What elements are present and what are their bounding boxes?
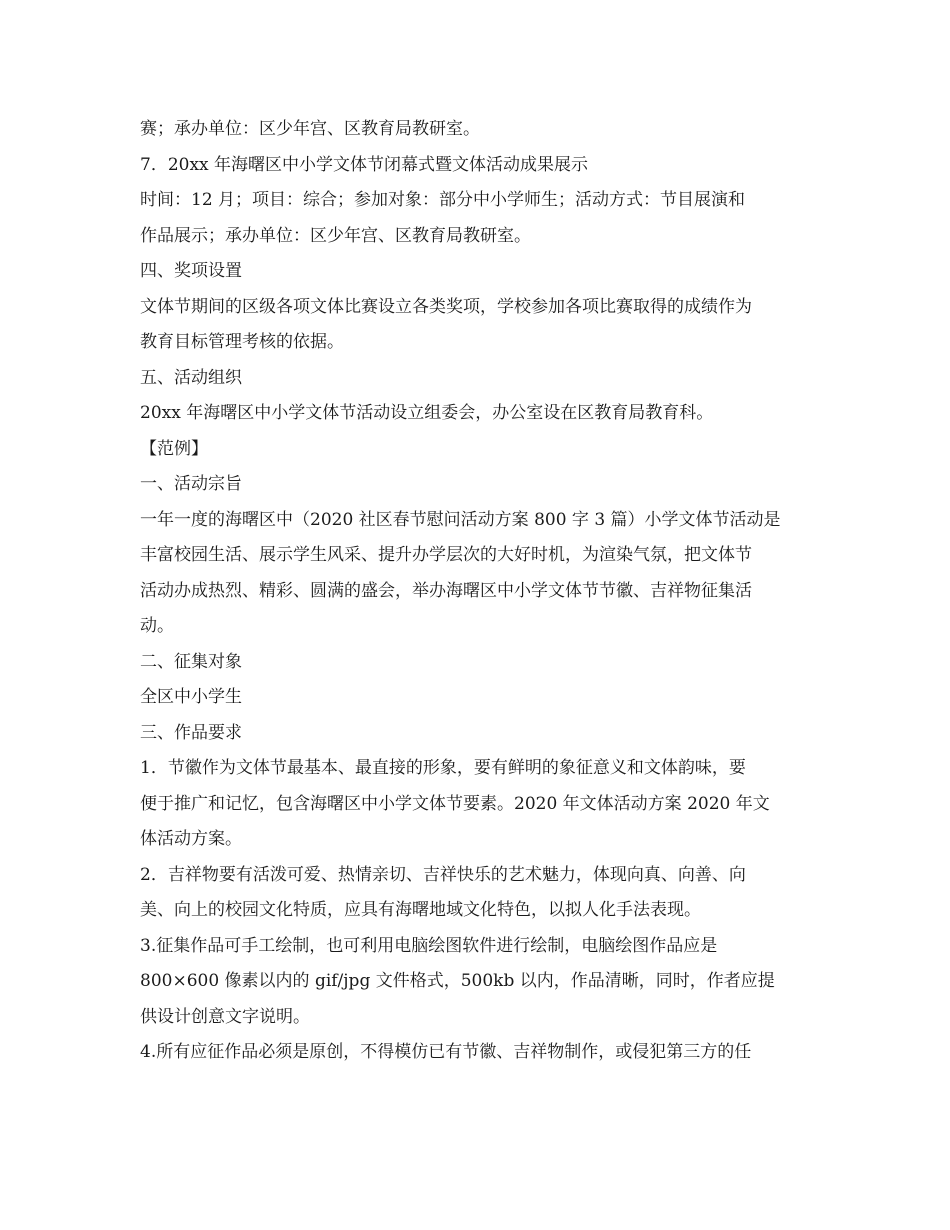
text-line: 丰富校园生活、展示学生风采、提升办学层次的大好时机，为渲染气氛，把文体节 bbox=[140, 545, 752, 565]
section-heading-organization: 五、活动组织 bbox=[140, 367, 242, 388]
text-line: 赛；承办单位：区少年宫、区教育局教研室。 bbox=[140, 119, 480, 139]
text-line: 美、向上的校园文化特质，应具有海曙地域文化特色，以拟人化手法表现。 bbox=[140, 900, 701, 920]
section-heading-purpose: 一、活动宗旨 bbox=[140, 474, 242, 494]
text-line: 供设计创意文字说明。 bbox=[140, 1006, 310, 1027]
example-heading: 【范例】 bbox=[140, 438, 208, 459]
text-line: 体活动方案。 bbox=[140, 829, 242, 849]
section-heading-target: 二、征集对象 bbox=[140, 651, 242, 672]
text-line: 800×600 像素以内的 gif/jpg 文件格式，500kb 以内，作品清晰，同时，作者应提 bbox=[140, 971, 775, 991]
section-heading-requirements: 三、作品要求 bbox=[140, 722, 242, 743]
text-line: 全区中小学生 bbox=[140, 687, 242, 707]
text-line: 20xx 年海曙区中小学文体节活动设立组委会，办公室设在区教育局教育科。 bbox=[140, 403, 714, 423]
section-item-7: 7．20xx 年海曙区中小学文体节闭幕式暨文体活动成果展示 bbox=[140, 154, 589, 175]
text-line: 便于推广和记忆，包含海曙区中小学文体节要素。2020 年文体活动方案 2020 年文 bbox=[140, 793, 770, 814]
text-line: 4.所有应征作品必须是原创，不得模仿已有节徽、吉祥物制作，或侵犯第三方的任 bbox=[140, 1042, 752, 1062]
text-line: 活动办成热烈、精彩、圆满的盛会，举办海曙区中小学文体节节徽、吉祥物征集活 bbox=[140, 580, 752, 601]
text-line: 文体节期间的区级各项文体比赛设立各类奖项，学校参加各项比赛取得的成绩作为 bbox=[140, 296, 752, 317]
text-line: 3.征集作品可手工绘制，也可利用电脑绘图软件进行绘制，电脑绘图作品应是 bbox=[140, 935, 718, 956]
text-line: 一年一度的海曙区中（2020 社区春节慰问活动方案 800 字 3 篇）小学文体节活动是 bbox=[140, 509, 781, 530]
section-heading-awards: 四、奖项设置 bbox=[140, 261, 242, 281]
document-body bbox=[140, 112, 822, 1071]
text-line: 1．节徽作为文体节最基本、最直接的形象，要有鲜明的象征意义和文体韵味，要 bbox=[140, 758, 746, 778]
text-line: 动。 bbox=[140, 616, 174, 636]
text-line: 教育目标管理考核的依据。 bbox=[140, 332, 344, 352]
text-line: 作品展示；承办单位：区少年宫、区教育局教研室。 bbox=[140, 225, 531, 246]
text-line: 2．吉祥物要有活泼可爱、热情亲切、吉祥快乐的艺术魅力，体现向真、向善、向 bbox=[140, 864, 746, 885]
text-line: 时间：12 月；项目：综合；参加对象：部分中小学师生；活动方式：节目展演和 bbox=[140, 190, 746, 210]
